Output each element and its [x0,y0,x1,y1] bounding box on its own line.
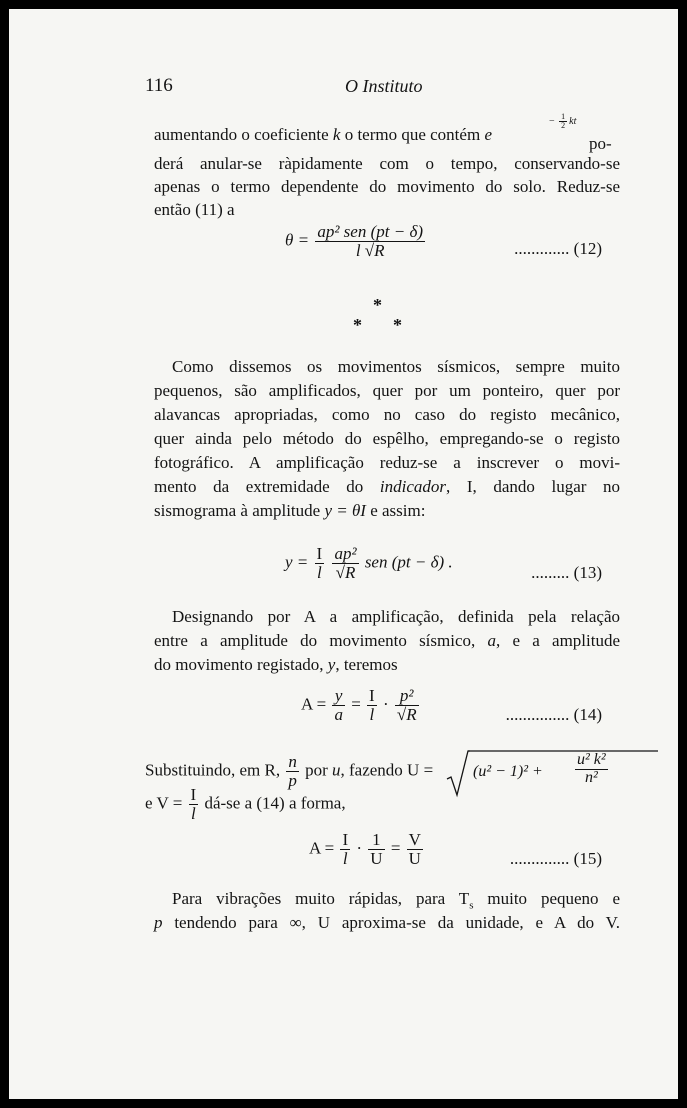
text: , e a amplitude [496,631,621,650]
text: e V = [145,793,183,813]
text: sen (pt − δ) . [364,552,453,572]
text: U [370,848,383,868]
text: l [191,803,196,823]
separator-star-left: * [353,315,362,335]
text: U [408,848,421,868]
text: θ = [285,230,310,250]
para3-line2 [154,631,620,651]
text: , teremos [335,655,398,674]
text: − [549,116,555,128]
fraction [189,786,199,823]
text: a [487,631,496,650]
fraction [367,687,377,724]
text: (15) [573,849,602,868]
page-number: 116 [145,75,173,96]
text: √R [396,704,417,724]
v-definition-line [145,786,346,823]
text: 2 [561,121,566,131]
text: , fazendo U = [340,760,434,780]
fraction [559,113,567,131]
para3-line1: Designando por A a amplificação, definida pela relação [172,607,620,626]
text: A = [309,838,335,858]
text: ............. [514,239,570,258]
para2-line3: alavancas apropriadas, como no caso do registo mecânico, [154,405,620,424]
text: = [390,838,401,858]
para3-line3 [154,655,620,675]
text: sismograma à amplitude [154,501,325,520]
fraction [286,753,299,790]
text: l √R [355,240,385,260]
equation-13-number [531,563,602,583]
book-page [9,9,678,1099]
para1-line3: apenas o termo dependente do movimento do solo. Reduz-se [154,177,620,196]
text: u² k² [577,751,606,768]
text: y = θI [324,501,366,520]
text: 1 [368,831,384,850]
text: I [190,785,197,804]
text: k [332,125,341,144]
text: , I, dando lugar no [446,477,620,496]
text: u [332,760,341,780]
para2-line4: quer ainda pelo método do espêlho, empregando-se o registo [154,429,620,448]
text: n² [584,768,598,786]
fraction [332,545,358,582]
text: p [288,770,297,790]
text: I [342,830,349,849]
exponent [549,113,576,131]
text: √R [335,562,356,582]
equation-14 [301,687,421,724]
text: ap² sen (pt − δ) [317,222,424,241]
text: tendendo para ∞, U aproxima-se da unidade, e A do V. [162,913,620,932]
text: V [408,830,421,849]
separator-star-right: * [393,315,402,335]
text: ap² [334,544,357,563]
text: · [382,694,389,714]
para1-line2: derá anular-se ràpidamente com o tempo, conservando-se [154,154,620,173]
text: p² [395,687,419,706]
para2-line7 [154,501,620,521]
para2-line5: fotográfico. A amplificação reduz-se a inscrever o movi- [154,453,620,472]
text: do movimento registado, [154,655,328,674]
para2-line1: Como dissemos os movimentos sísmicos, sempre muito [172,357,620,376]
radical-bar [468,749,658,753]
subscript: s [469,899,474,912]
radical-sign-icon [446,749,470,799]
para2-line6 [154,477,620,497]
para4-line2 [154,913,620,933]
fraction [368,831,384,868]
text: e assim: [365,501,426,520]
equation-15 [309,831,425,868]
text: p [154,913,163,932]
fraction [315,223,425,260]
text: · [356,838,363,858]
text: kt [569,116,577,128]
text: e [484,125,492,144]
text: (14) [573,705,602,724]
para4-line1 [172,889,620,911]
hyphen-end: po- [589,134,612,153]
equation-13 [285,545,453,582]
text: dá-se a (14) a forma, [204,793,346,813]
text: I [369,686,375,705]
running-title: O Instituto [345,76,423,96]
fraction [340,831,350,868]
text: = [351,694,361,714]
para1-line4: então (11) a [154,200,235,219]
text: Substituindo, em R, [145,760,281,780]
text: (12) [573,239,602,258]
text: n [288,752,297,771]
text: o termo que contém [340,125,485,144]
text: aumentando o coeficiente [154,125,333,144]
text: A = [301,694,327,714]
equation-12 [285,223,427,260]
fraction [315,545,325,582]
text: mento da extremidade do [154,477,380,496]
separator-star-top: * [373,295,382,315]
text: ............... [505,705,570,724]
text: I [316,544,323,563]
text: .............. [509,849,570,868]
equation-12-number [514,239,602,259]
text: l [317,562,322,582]
text: entre a amplitude do movimento sísmico, [154,631,488,650]
equation-14-number [506,705,602,725]
equation-15-number [510,849,602,869]
fraction [395,687,419,724]
substitution-line [145,753,433,790]
text: por [300,760,332,780]
text: indicador [379,477,447,496]
para2-line2: pequenos, são amplificados, quer por um ponteiro, quer por [154,381,620,400]
fraction [575,752,608,787]
fraction [407,831,423,868]
text: ......... [531,563,570,582]
text: l [369,704,375,724]
text: y = [285,552,309,572]
text: y [332,687,345,706]
text: a [334,704,343,724]
text: Para vibrações muito rápidas, para T [172,889,470,908]
text: y [327,655,336,674]
fraction [332,687,345,724]
text: (13) [573,563,602,582]
text: 1 [561,112,566,121]
text: l [342,848,348,868]
text: muito pequeno e [473,889,620,908]
radical-fraction [573,752,610,787]
radical-term: (u² − 1)² + [473,763,543,780]
